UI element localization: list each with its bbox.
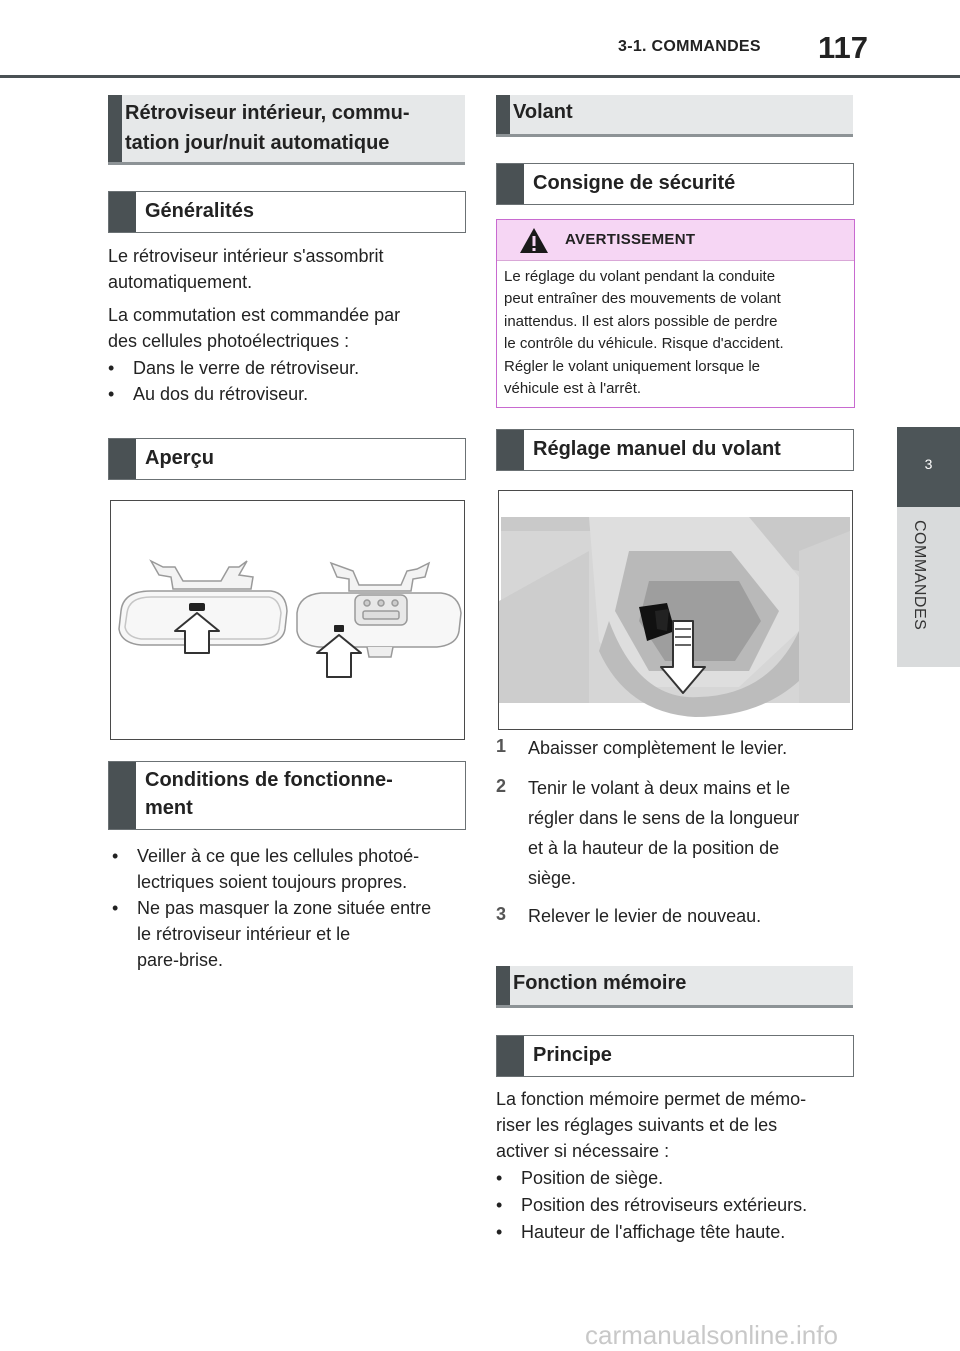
chapter-number: 3 [924,456,933,472]
subheading-principe: Principe [496,1035,854,1077]
warning-title: AVERTISSEMENT [565,231,696,248]
list-item: • Au dos du rétroviseur. [108,384,309,404]
step-item: 1 Abaisser complètement le levier. [496,736,788,758]
subheading-reglage: Réglage manuel du volant [496,429,854,471]
warning-box [496,219,855,408]
chapter-label: COMMANDES [911,520,928,631]
steering-lever-photo [499,491,852,729]
subheading-generalites: Généralités [108,191,466,233]
warning-triangle-icon [519,227,549,254]
subheading-apercu: Aperçu [108,438,466,480]
mirror-illustration [110,500,465,740]
section-title: 3-1. COMMANDES [618,38,761,55]
heading-retroviseur [108,95,465,165]
list-item: • Hauteur de l'affichage tête haute. [496,1222,786,1242]
heading-line: Rétroviseur intérieur, commu- [125,102,410,124]
subheading-securite: Consigne de sécurité [496,163,854,205]
list-item: • Position de siège. [496,1168,664,1188]
step-item: 2 Tenir le volant à deux mains et le régler dans le sens de la longueur et à la hauteur de la position de siège. [496,776,800,888]
paragraph-generalites-2: La commutation est commandée par des cellules photoélectriques : [108,305,401,351]
paragraph-generalites-1: Le rétroviseur intérieur s'assombrit automatiquement. [108,246,384,292]
list-item: • Veiller à ce que les cellules photoé- lectriques soient toujours propres. [112,846,420,892]
step-item: 3 Relever le levier de nouveau. [496,904,762,926]
heading-fonction-memoire: Fonction mémoire [496,966,853,1008]
list-item: • Dans le verre de rétroviseur. [108,358,360,378]
paragraph-memoire: La fonction mémoire permet de mémo- riser les réglages suivants et de les activer si nécessaire : [496,1089,807,1161]
warning-header [497,220,854,261]
mirror-drawing [111,501,464,739]
watermark: carmanualsonline.info [585,1320,838,1350]
heading-line: tation jour/nuit automatique [125,132,390,154]
list-item: • Ne pas masquer la zone située entre le rétroviseur intérieur et le pare-brise. [112,898,432,970]
list-item: • Position des rétroviseurs extérieurs. [496,1195,808,1215]
steering-lever-illustration [498,490,853,730]
page-number: 117 [818,30,869,65]
subheading-conditions: Conditions de fonctionne- ment [108,761,466,830]
heading-volant: Volant [496,95,853,137]
warning-text: Le réglage du volant pendant la conduite peut entraîner des mouvements de volant inattendus. Il est alors possible de perdre le contrôle du véhicule. Risque d'accident. Régler le volant uniquement lorsque le véhicule est à l'arrêt. [504,268,784,398]
header-rule [0,75,960,78]
